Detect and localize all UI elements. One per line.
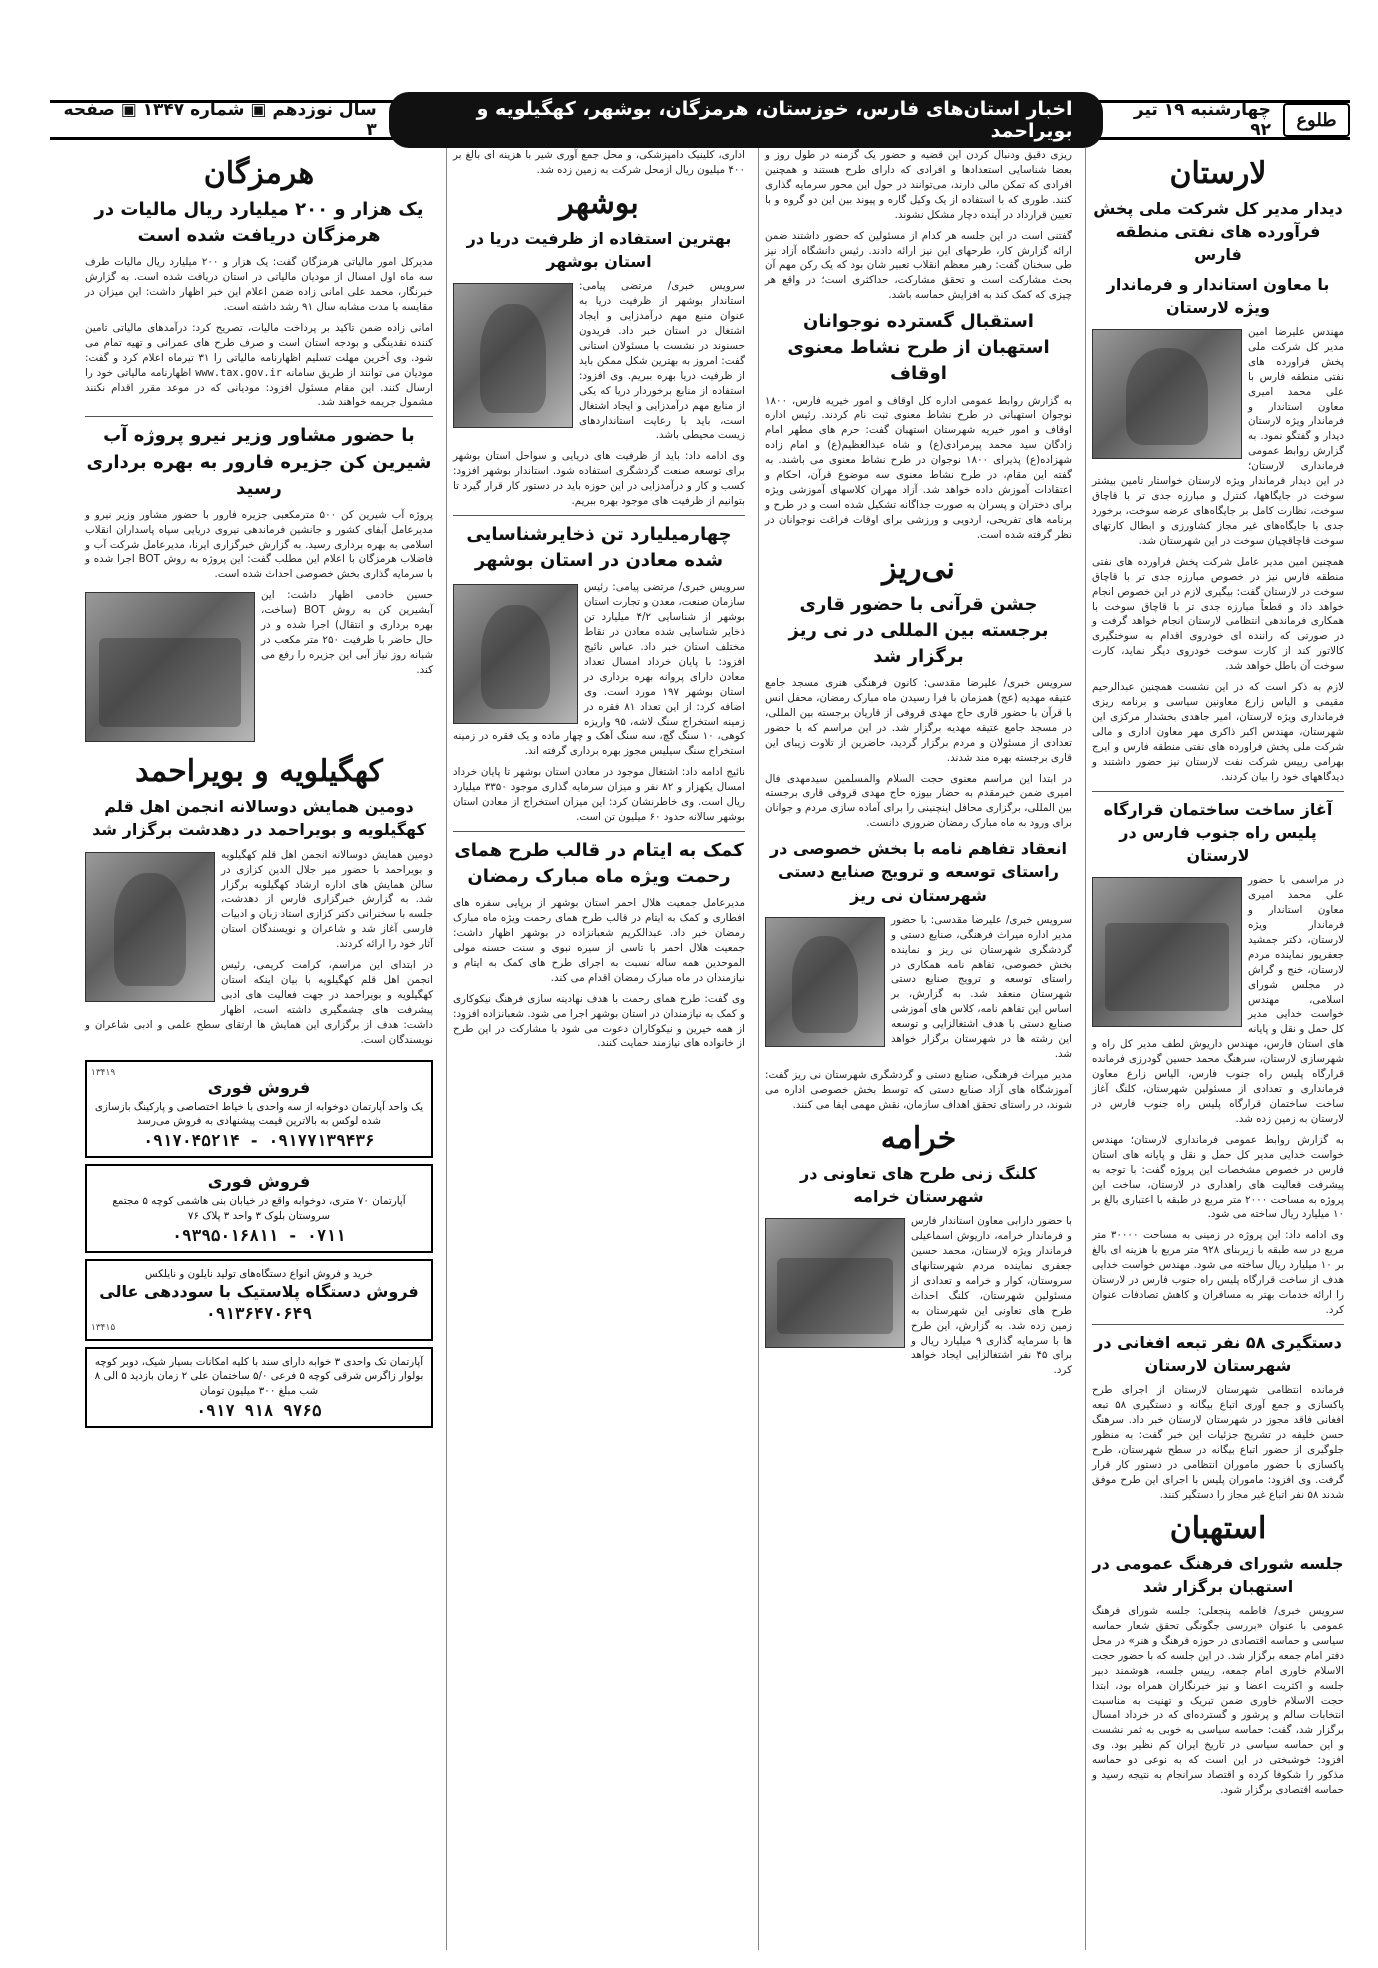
article-headline: با حضور مشاور وزیر نیرو پروژه آب شیرین کن جزیره فارور به بهره برداری رسید bbox=[86, 425, 432, 499]
article-body: امانی زاده ضمن تاکید بر پرداخت مالیات، تصریح کرد: درآمدهای مالیاتی تامین کننده نقدینگی و بودجه استان است و صرف طرح های عمرانی و تهیه تمام می شود. وی آخرین مهلت تسلیم اظهارنامه مالیاتی را ۳۱ تیرماه اعلام کرد و گفت: مودیان می توانند از طریق سامانه www.tax.gov.ir اظهارنامه مالیاتی خود را ارسال کنند. این مقام مسئول افزود: مودیانی که در موعد مقرر اقدام نکنند مشمول جریمه خواهند شد. bbox=[85, 321, 433, 409]
classified-ad bbox=[85, 1347, 433, 1428]
official-portrait bbox=[453, 584, 578, 724]
article-headline: دیدار مدیر کل شرکت ملی پخش فرآورده های نفتی منطقه فارس bbox=[1093, 199, 1343, 265]
article-headline: آغاز ساخت ساختمان قرارگاه پلیس راه جنوب فارس در لارستان bbox=[1103, 799, 1333, 865]
desalination-plant-photo bbox=[85, 592, 255, 742]
speaker-portrait bbox=[85, 852, 215, 1002]
section-title-kharameh: خرامه bbox=[880, 1120, 957, 1156]
ad-body: آپارتمان تک واحدی ۳ خوابه دارای سند با کلیه امکانات بسیار شیک، دوبر کوچه بولوار زاگرس شرقی کوچه ۵ فرعی ۵/۰ ساختمان علی ۲ زمان بازدید ۵ الی ۸ شب مبلغ ۳۰۰ میلیون تومان bbox=[94, 1355, 424, 1397]
article-body: فرمانده انتظامی شهرستان لارستان از اجرای طرح پاکسازی و جمع آوری اتباع بیگانه و دستگیری ۵۸ تبعه افغانی فاقد مجوز در شهرستان لارستان خبر داد. سرهنگ حسن خلیفه در تشریح جزئیات این خبر گفت: به منظور جلوگیری از حضور اتباع بیگانه در سطح شهرستان، طرح پاکسازی با حضور ماموران انتظامی در دستور کار قرار گرفت. وی افزود: ماموران پلیس با اجرای این طرح موفق شدند ۵۸ نفر اتباع غیر مجاز را دستگیر کنند. bbox=[1092, 1384, 1344, 1501]
ad-phone: ۰۹۱۳۶۴۷۰۶۴۹ bbox=[206, 1303, 312, 1323]
article-headline: جلسه شورای فرهنگ عمومی در استهبان برگزار شد bbox=[1092, 1553, 1344, 1596]
ad-code: ۱۳۴۱۵ bbox=[91, 1322, 116, 1333]
newspaper-logo: طلوع bbox=[1283, 103, 1350, 137]
divider bbox=[1092, 1324, 1344, 1325]
article-body: مدیرکل امور مالیاتی هرمزگان گفت: یک هزار و ۲۰۰ میلیارد ریال مالیات طرف سه ماه اول امسال از مودیان مالیاتی در استان دریافت شده است. به گزارش خبرنگار، محمد علی امانی زاده ضمن اعلام این خبر اظهار داشت: این میزان در مقایسه با مدت مشابه سال ۹۱ رشد داشته است. bbox=[85, 256, 433, 313]
section-title-estahban: استهبان bbox=[1169, 1510, 1267, 1546]
article-body: در ابتدا این مراسم معنوی حجت السلام والمسلمین سیدمهدی فال امیری ضمن خیرمقدم به حضار بیوزه حاج مهدی قروفی قاری برجسته بین المللی، برگزاری محافل اینچنینی را برای آماده سازی مردم و جوانان برای ورود به ماه مبارک رمضان ضروری دانست. bbox=[765, 772, 1072, 830]
article-body: ریزی دقیق ودنبال کردن این قضیه و حضور یک گزمنه در طول روز و بعضا شناسایی استعدادها و افرادی که دارای طرح هستند و همچنین افرادی که تمکن مالی دارند، می‌توانند در حول این محور سرمایه گذاری کنند. طوری که با استفاده از یک وکیل گاره و پیوند بین این دو گروه و با تعیین قرارداد در آینده دچار مشکل نشوند. bbox=[765, 149, 1072, 221]
article-headline: کمک به ایتام در قالب طرح همای رحمت ویژه ماه مبارک رمضان bbox=[454, 839, 744, 888]
divider bbox=[85, 416, 433, 417]
divider bbox=[453, 515, 745, 516]
article-body: پروژه آب شیرین کن ۵۰۰ مترمکعبی جزیره فارور با حضور مشاور وزیر نیرو و مدیرعامل آبفای کشور و جانشین فرماندهی نیروی دریایی سپاه پاسداران انقلاب اسلامی به بهره برداری رسید. به گزارش خبرگزاری ایرنا، مدیرعامل شرکت آب و فاضلاب هرمزگان با اعلام این مطلب گفت: این پروژه به روش BOT اجرا شده و با سرمایه گذاری بخش خصوصی احداث شده است. bbox=[85, 508, 433, 581]
column-hormozgan-kohgiluyeh bbox=[79, 148, 439, 1950]
page-title: اخبار استان‌های فارس، خوزستان، هرمزگان، بوشهر، کهگیلویه و بویراحمد bbox=[389, 92, 1103, 148]
governor-portrait bbox=[453, 283, 573, 428]
article-body: لازم به ذکر است که در این نشست همچنین عبدالرحیم مقیمی و الیاس زارع معاونین سیاسی و برنامه ریزی فرمانداری ویژه لارستان، امیر جاهدی بخشدار مرکزی این شهرستان، مهندس اکبر ذاکری مهر معاون اداری و مالی شرکت ملی پخش فراورده های نفتی منطقه فارس و ایرج بهرامی رییس شرکت نفت لارستان نیز حضور داشتند و دیدگاههای خود را بیان کردند. bbox=[1092, 681, 1344, 783]
article-body: وی ادامه داد: باید از ظرفیت های دریایی و سواحل استان بوشهر برای توسعه صنعت گردشگری استفاده شود. استاندار بوشهر افزود: کسب و کار و درآمدزایی در این حوزه باید در دستور کار قرار گیرد تا بتوانیم از ظرفیت های موجود بهره ببریم. bbox=[453, 450, 745, 508]
section-title-larestan: لارستان bbox=[1169, 156, 1267, 191]
article-body: نائیج ادامه داد: اشتغال موجود در معادن استان بوشهر تا پایان خرداد امسال یکهزار و ۸۲ نفر و میزان سرمایه گذاری موجود ۳۳۵۰ میلیارد ریال است. وی خاطرنشان کرد: این میزان استخراج از معادن استان بوشهر سالانه حدود ۶۰ میلیون تن است. bbox=[453, 766, 745, 824]
section-title-hormozgan: هرمزگان bbox=[203, 156, 315, 191]
issue-date: چهارشنبه ۱۹ تیر ۹۲ bbox=[1133, 100, 1271, 140]
article-body: در ابتدای این مراسم، کرامت کریمی، رئیس انجمن اهل قلم کهگیلویه با بیان اینکه استان کهگیلویه و بویراحمد در جهت فعالیت های ادبی پیشرفت های چشمگیری داشته است، اظهار داشت: هدف از برگزاری این همایش ها ارتقای سطح علمی و ادبی شاعران و نویسندگان است. bbox=[85, 959, 433, 1046]
article-headline: دومین همایش دوسالانه انجمن اهل قلم کهگیلویه و بویراحمد در دهدشت برگزار شد bbox=[92, 797, 426, 840]
classified-ad bbox=[85, 1259, 433, 1340]
ad-title: فروش دستگاه پلاستیک با سوددهی عالی bbox=[99, 1281, 419, 1301]
article-body: وی گفت: طرح همای رحمت با هدف نهادینه سازی فرهنگ نیکوکاری و کمک به نیازمندان در استان بوشهر اجرا می شود. شعبانزاده افزود: از همه خیرین و نیکوکاران دعوت می شود با مشارکت در این طرح از خانواده های نیازمند حمایت کنند. bbox=[453, 992, 745, 1050]
ad-phone: ۰۹۱۷۰۴۵۲۱۴ - ۰۹۱۷۷۱۳۹۴۳۶ bbox=[143, 1131, 375, 1151]
classified-ad bbox=[85, 1164, 433, 1253]
article-headline: بهترین استفاده از ظرفیت دریا در استان بوشهر bbox=[466, 228, 732, 272]
article-headline: جشن قرآنی با حضور قاری برجسته بین المللی در نی ریز برگزار شد bbox=[788, 593, 1049, 667]
article-body: دومین همایش دوسالانه انجمن اهل قلم کهگیلویه و بویراحمد با حضور میر جلال الدین کزازی در سالن همایش های اداره ارشاد کهگیلویه برگزار شد. به گزارش خبرگزاری فارس از دهدشت، جلسه با سخنرانی دکتر کزازی استاد زبان و ادبیات فارسی آغاز شد و شاعران و نویسندگان استان آثار خود را ارائه کردند. bbox=[221, 848, 433, 951]
article-body: سرویس خبری/ مرتضی پیامی: رئیس سازمان صنعت، معدن و تجارت استان بوشهر از شناسایی ۴/۲ میلیارد تن ذخایر شناسایی شده معادن در نقاط مختلف استان خبر داد. عباس نائیج افزود: با پایان خرداد امسال تعداد معادن دارای پروانه بهره برداری در استان بوشهر ۱۹۷ مورد است. وی اضافه کرد: از این تعداد ۸۱ فقره در زمینه استخراج سنگ لاشه، ۹۵ واریزه کوهی، ۱۰ سنگ گچ، سه سنگ آهک و چهار ماده و یک فقره در زمینه استخراج سنگ سیلیس مجوز بهره برداری گرفته اند. bbox=[453, 581, 746, 758]
article-headline: چهارمیلیارد تن ذخایرشناسایی شده معادن در استان بوشهر bbox=[466, 524, 732, 572]
masthead bbox=[50, 100, 1350, 140]
article-body: سرویس خبری/ فاطمه پنجعلی: جلسه شورای فرهنگ عمومی با عنوان «بررسی جگونگی تحقق شعار حماسه سیاسی و حماسه اقتصادی در حوزه فرهنگ و هنر» در محل دفتر امام جمعه برگزار شد. در این جلسه که با حضور حجت الاسلام خاوری امام جمعه، رییس جلسه، هوشمند دبیر جلسه و اکثریت اعضا و نیز خبرنگاران همراه بود، ابتدا حجت الاسلام خاوری ضمن تبریک و تهنیت به مناسبت انتخابات سالم و پرشور و گسترده‌ای که در خرداد امسال برگزار شد، گفت: حماسه سیاسی به خوبی به ثمر نشست و این حماسه سیاسی در تاریخ ایران کم نظیر بود. وی افزود: خوشبختی در این است که به نوعی دو حماسه مذکور را شکوفا کرده و اقتصاد سرانجام به نتیجه رسید و حماسه اقتصادی برگزار شود. bbox=[1091, 1605, 1344, 1797]
section-title-bushehr: بوشهر bbox=[559, 185, 639, 221]
meeting-photo bbox=[1092, 329, 1242, 459]
divider bbox=[1092, 791, 1344, 792]
section-title-kohgiluyeh: کهگیلویه و بویراحمد bbox=[135, 754, 383, 790]
article-headline: کلنگ زنی طرح های تعاونی در شهرستان خرامه bbox=[800, 1163, 1037, 1206]
column-bushehr bbox=[446, 148, 751, 1950]
article-headline: انعقاد تفاهم نامه با بخش خصوصی در راستای توسعه و ترویج صنایع دستی شهرستان نی ریز bbox=[769, 839, 1068, 905]
classified-ad bbox=[85, 1060, 433, 1159]
ad-body: خرید و فروش انواع دستگاه‌های تولید نایلون و نایلکس bbox=[145, 1268, 373, 1281]
article-body: سرویس خبری/ مرتضی پیامی: استاندار بوشهر از ظرفیت دریا به عنوان منبع مهم درآمدزایی و ایجاد اشتغال در استان خبر داد. فریدون حسنوند در نشست با مسئولان استانی گفت: امروز به بهترین شکل ممکن باید از ظرفیت دریا بهره ببریم. وی افزود: استفاده از منابع برخوردار دریا که یکی از منابع مهم درآمدزایی و ایجاد اشتغال است، باید با رعایت استانداردهای زیست محیطی باشد. bbox=[579, 280, 745, 442]
article-subheadline: با معاون استاندار و فرماندار ویژه لارستان bbox=[1106, 274, 1330, 317]
article-body: با حضور دارابی معاون استاندار فارس و فرماندار خرامه، داریوش اسماعیلی فرماندار ویژه لارستان، محمد حسین جعفری نماینده مردم شهرستانهای سروستان، کوار و خرامه و تعدادی از مسئولین شهرستان، کلنگ احداث طرح های تعاونی این شهرستان به زمین زده شد. به گزارش، این طرح ها با سرمایه گذاری ۹ میلیارد ریال و برای ۴۵ نفر اشتغالزایی ایجاد خواهد کرد. bbox=[911, 1215, 1072, 1377]
article-body: مدیرعامل جمعیت هلال احمر استان بوشهر از برپایی سفره های افطاری و کمک به ایتام در قالب طرح همای رحمت ویژه ماه مبارک رمضان خبر داد. عبدالکریم شعبانزاده در بوشهر اظهار داشت: جمعیت هلال احمر با تاسی از سیره نبوی و سنت حسنه مولی الموحدین همه ساله نسبت به اجرای طرح های کمک به ایتام و نیازمندان در ماه مبارک رمضان اقدام می کند. bbox=[453, 897, 745, 984]
official-portrait bbox=[765, 917, 885, 1047]
ad-code: ۱۳۴۱۹ bbox=[91, 1067, 116, 1078]
issue-number: سال نوزدهم ▣ شماره ۱۳۴۷ ▣ صفحه ۳ bbox=[63, 100, 377, 140]
article-body: مدیر میراث فرهنگی، صنایع دستی و گردشگری شهرستان نی ریز گفت: آموزشگاه های آزاد صنایع دستی که توسط بخش خصوصی اداره می شوند، در راستای تحقق اهداف سازمان، نقش مهمی ایفا می کنند. bbox=[765, 1069, 1072, 1111]
ad-body: آپارتمان ۷۰ متری، دوخوابه واقع در خیابان بنی هاشمی کوچه ۵ مجتمع سروستان بلوک ۳ واحد ۳ پلاک ۷۶ bbox=[112, 1195, 406, 1222]
ad-phone: ۰۹۳۹۵۰۱۶۸۱۱ - ۰۷۱۱ bbox=[172, 1226, 346, 1246]
article-body: حسین خادمی اظهار داشت: این آبشیرین کن به روش BOT (ساخت، بهره برداری و انتقال) اجرا شده و در حال حاضر با ظرفیت ۲۵۰ متر مکعب در شبانه روز نیاز آبی این جزیره را رفع می کند. bbox=[261, 589, 433, 676]
column-estahban-neyriz bbox=[758, 148, 1078, 1950]
article-body: گفتنی است در این جلسه هر کدام از مسئولین که حضور داشتند ضمن ارائه گزارش کار، طرحهای این نیز ارائه دادند. رئیس دانشگاه آزاد نیز طی سخنان گفت: رهبر معظم انقلاب تعبیر شان بود که یک رکن مهم آن بحث مشارکت است و تحقق مشارکت، حداکثری است؛ در واقع هر چیزی که کمک کند به افزایش حماسه باشد. bbox=[765, 229, 1072, 302]
article-body: به گزارش روابط عمومی اداره کل اوقاف و امور خیریه فارس، ۱۸۰۰ نوجوان استهبانی در طرح نشاط معنوی ثبت نام کردند. رئیس اداره اوقاف و امور خیریه شهرستان استهبان گفت: حرم های مطهر امام زادگان سید محمد پیرمرادی(ع) و شاه عبدالعظیم(ع) و امام زاده شهزاده(ع) پذیرای ۱۸۰۰ نوجوان در طرح نشاط معنوی می باشند. به گفته این مقام، در طرح نشاط معنوی سه موضوع قرآن، احکام و اعتقادات آموزش داده خواهد شد. آزاد مهران کلاسهای آموزشی ویژه برای دختران و پسران به صورت جداگانه تشکیل شده است و در طرح و برنامه های تفریحی، اردویی و ورزشی برای اوقات فراغت نوجوانان در نظر گرفته شده است. bbox=[765, 394, 1073, 541]
groundbreaking-photo bbox=[765, 1218, 905, 1348]
article-headline: دستگیری ۵۸ نفر تبعه افغانی در شهرستان لارستان bbox=[1094, 1332, 1342, 1376]
tax-website-url: www.tax.gov.ir bbox=[195, 366, 283, 379]
divider bbox=[453, 831, 745, 832]
column-larestan bbox=[1085, 148, 1350, 1950]
article-body: در مراسمی با حضور علی محمد امیری معاون استاندار و فرماندار ویژه لارستان، دکتر جمشید جعفرپور نماینده مردم لارستان، خنج و گراش در مجلس شورای اسلامی، مهندس خواست خدایی مدیر کل حمل و نقل و پایانه های استان فارس، مهندس داریوش لطف مدیر کل راه و شهرسازی لارستان، سرهنگ محمد حسین گودرزی فرمانده قرارگاه پلیس راه جنوب فارس، الیاس زارع معاون فرمانداری و تعدادی از مسئولین شهرستان، کلنگ آغاز ساخت ساختمان قرارگاه پلیس راه جنوب فارس در لارستان به زمین زده شد. bbox=[1092, 874, 1344, 1125]
article-body: سرویس خبری/ علیرضا مقدسی: کانون فرهنگی هنری مسجد جامع عتیقه مهدیه (عج) همزمان با فرا رسیدن ماه مبارک رمضان، محفل انس با قرآن با حضور قاری حاج مهدی قروفی از قاریان برجسته بین المللی، در مسجد جامع عتیقه مهدیه برگزار شد. در این مراسم که با حضور تعدادی از مسئولان و مردم برگزار گردید، حاضرین از تلاوت زیبای این قاری برجسته بهره مند شدند. bbox=[765, 677, 1072, 764]
article-body: همچنین امین مدیر عامل شرکت پخش فراورده های نفتی منطقه فارس نیز در خصوص مبارزه جدی تر با قاچاق سوخت در لارستان گفت: بیگیری لازم در این خصوص انجام خواهد داد و قطعاً مبارزه جدی تر با قاچاق سوخت با همکاری فرماندهی انتظامی لارستان انجام خواهد گرفت و در صورتی که راننده ای خودروی اقدام به سوختگیری کالاتور کند از کارت سوخت خودروی دیگر نماید، کارت سوخت آن باطل خواهد شد. bbox=[1092, 555, 1344, 673]
article-body: اداری، کلینیک دامپزشکی، و محل جمع آوری شیر با هزینه ای بالغ بر ۴۰۰ میلیون ریال ازمحل شرکت به زمین زده شد. bbox=[453, 149, 745, 176]
ad-title: فروش فوری bbox=[207, 1172, 311, 1192]
article-headline: استقبال گسترده نوجوانان استهبان از طرح نشاط معنوی اوقاف bbox=[787, 311, 1050, 385]
ad-body: یک واحد آپارتمان دوخوابه از سه واحدی با خیاط اختصاصی و پارکینگ بازسازی شده لوکس به بالاترین قیمت پیشنهادی به فروش می‌رسد bbox=[94, 1100, 424, 1128]
ad-phone: ۰۹۱۷ ۹۱۸ ۹۷۶۵ bbox=[196, 1400, 322, 1420]
article-body: سرویس خبری/ علیرضا مقدسی: با حضور مدیر اداره میراث فرهنگی، صنایع دستی و گردشگری شهرستان نی ریز و نماینده بخش خصوصی، تفاهم نامه همکاری در راستای توسعه و ترویج صنایع دستی شهرستان منعقد شد. به گزارش، بر اساس این تفاهم نامه، کلاس های آموزشی صنایع دستی با هدف اشتغالزایی و توسعه این رشته ها در شهرستان برگزار خواهد شد. bbox=[891, 913, 1072, 1061]
ad-title: فروش فوری bbox=[207, 1077, 311, 1097]
article-body: مهندس علیرضا امین مدیر کل شرکت ملی پخش فراورده های نفتی منطقه فارس با علی محمد امیری معاون استاندار و فرماندار ویژه لارستان دیدار و گفتگو نمود. به گزارش روابط عمومی فرمانداری لارستان؛ در این دیدار فرماندار ویژه لارستان خواستار تامین بیشتر سوخت در جایگاهها، کنترل و مبارزه جدی تر با قاچاق سوخت، نظارت کامل بر جایگاه‌های عرضه سوخت، برخورد جدی با جایگاه‌های غیر مجاز کشاورزی و ابطال کارتهای سوخت قاچاقچیان سوخت در این شهرستان شد. bbox=[1092, 325, 1344, 547]
ceremony-photo bbox=[1092, 877, 1242, 1027]
article-body: به گزارش روابط عمومی فرمانداری لارستان؛ مهندس خواست خدایی مدیر کل حمل و نقل و پایانه های استان فارس در خصوص مشخصات این پروژه گفت: با توجه به پیشرفت فعالیت های راهداری در لارستان، ساخت این پروژه به مساحت ۲۰۰۰ متر مربع در طبقه با اعتباری بالغ بر ۱۰ میلیارد ریال ساخته می شود. bbox=[1092, 1133, 1344, 1221]
article-body: وی ادامه داد: این پروژه در زمینی به مساحت ۳۰۰۰۰ متر مربع در سه طبقه با زیربنای ۹۲۸ متر مربع با هزینه ای بالغ بر ۱۰ میلیارد ریال ساخته می شود. مهندس خواست خدایی هدف از ساخت قرارگاه پلیس راه جنوب فارس در لارستان را ارائه خدمات بهتر به مسافران و کاهش تصادفات عنوان کرد. bbox=[1092, 1229, 1344, 1316]
article-headline: یک هزار و ۲۰۰ میلیارد ریال مالیات در هرمزگان دریافت شده است bbox=[94, 199, 424, 247]
section-title-neyriz: نی‌ریز bbox=[882, 550, 955, 586]
